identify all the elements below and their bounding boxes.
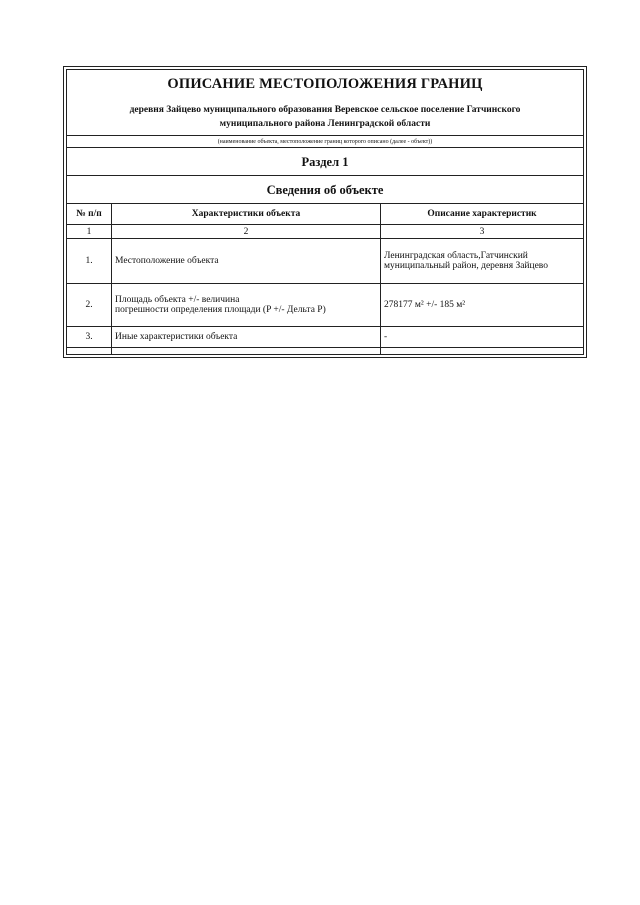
- row-description: [381, 239, 584, 284]
- description-line-2: муниципальный район, деревня Зайцево: [384, 261, 548, 271]
- table-row: [67, 327, 583, 348]
- row-description: [381, 284, 584, 327]
- table-row: [67, 284, 583, 327]
- row-number: 2.: [67, 284, 112, 327]
- table-row: [67, 239, 583, 284]
- description-line-1: -: [384, 332, 388, 342]
- object-caption: (наименование объекта, местоположение границ которого описано (далее - объект)): [67, 135, 583, 148]
- description-line-1: 278177 м² +/- 185 м²: [384, 300, 466, 310]
- header-number: № п/п: [67, 204, 112, 225]
- column-number-1: 1: [67, 225, 112, 239]
- description-line-1: Ленинградская область,Гатчинский: [384, 251, 528, 261]
- object-info-table: [67, 204, 583, 354]
- characteristic-line-2: погрешности определения площади (P +/- Дельта P): [115, 305, 326, 315]
- row-description: [381, 327, 584, 348]
- characteristic-line-1: Площадь объекта +/- величина: [115, 295, 240, 305]
- subtitle-line-2: муниципального района Ленинградской области: [219, 119, 431, 129]
- header-description: Описание характеристик: [381, 204, 584, 225]
- title-block: [67, 70, 583, 135]
- row-number: 1.: [67, 239, 112, 284]
- document-title: ОПИСАНИЕ МЕСТОПОЛОЖЕНИЯ ГРАНИЦ: [167, 76, 483, 92]
- row-number: 3.: [67, 327, 112, 348]
- spacer-cell: [112, 348, 381, 355]
- characteristic-line-1: Местоположение объекта: [115, 256, 219, 266]
- spacer-cell: [67, 348, 112, 355]
- table-header-row: [67, 204, 583, 225]
- characteristic-line-1: Иные характеристики объекта: [115, 332, 238, 342]
- subtitle-line-1: деревня Зайцево муниципального образования Веревское сельское поселение Гатчинского: [129, 105, 521, 115]
- column-number-3: 3: [381, 225, 584, 239]
- spacer-cell: [381, 348, 584, 355]
- column-number-2: 2: [112, 225, 381, 239]
- header-characteristic: Характеристики объекта: [112, 204, 381, 225]
- document-sheet: [63, 66, 587, 358]
- document-frame: [66, 69, 584, 355]
- section-title: Сведения об объекте: [67, 176, 583, 204]
- document-subtitle: [71, 103, 579, 131]
- row-characteristic: [112, 284, 381, 327]
- section-heading: Раздел 1: [67, 148, 583, 176]
- column-number-row: [67, 225, 583, 239]
- row-characteristic: [112, 327, 381, 348]
- table-spacer-row: [67, 348, 583, 355]
- row-characteristic: [112, 239, 381, 284]
